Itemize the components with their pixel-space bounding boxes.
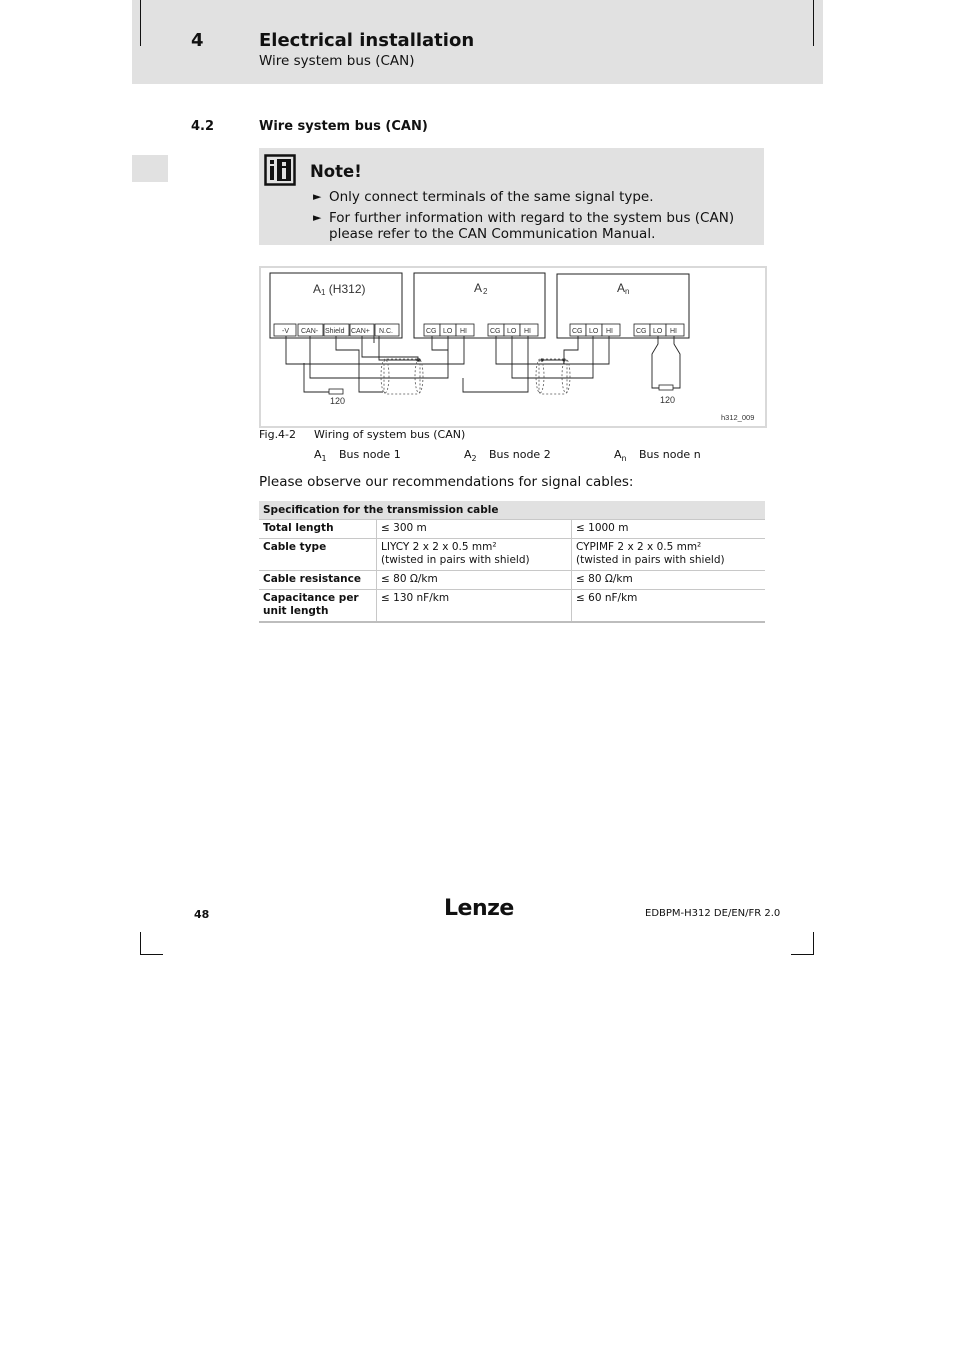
lenze-logo: Lenze	[444, 896, 514, 921]
legend-symbol: $A_n$	[614, 448, 627, 464]
terminal-label: CAN+	[351, 328, 370, 335]
legend-text: Bus node n	[639, 448, 701, 461]
terminal-label: CG	[426, 328, 437, 335]
figure-caption: Wiring of system bus (CAN)	[314, 428, 466, 441]
table-header: Specification for the transmission cable	[259, 501, 765, 520]
table-header-row	[259, 501, 765, 520]
info-icon	[264, 154, 296, 186]
table-row	[259, 520, 765, 539]
terminal-label: Shield	[325, 328, 345, 335]
terminating-resistor	[329, 389, 343, 394]
terminal-label: -V	[282, 328, 289, 335]
chapter-number: 4	[191, 30, 204, 51]
legend-symbol: $A_1$	[314, 448, 327, 464]
bus-wiring	[286, 336, 680, 394]
chapter-subtitle: Wire system bus (CAN)	[259, 53, 415, 69]
crop-mark	[140, 0, 141, 46]
header-band	[132, 0, 823, 84]
terminal-label: CG	[490, 328, 501, 335]
page-number: 48	[194, 908, 210, 921]
cell-line: CYPIMF 2 x 2 x 0.5 mm²	[576, 541, 702, 553]
table-cell: ≤ 80 Ω/km	[572, 571, 766, 590]
spec-table	[259, 501, 765, 623]
resistor-label: 120	[330, 396, 346, 406]
terminal-label: LO	[443, 328, 453, 335]
node-2-label: A2	[474, 281, 488, 296]
table-row	[259, 590, 765, 623]
note-item-text: Only connect terminals of the same signal type.	[329, 189, 654, 205]
terminal-label: HI	[460, 328, 467, 335]
terminal-label: CAN-	[301, 328, 319, 335]
table-row	[259, 571, 765, 590]
document-code: EDBPM-H312 DE/EN/FR 2.0	[645, 908, 781, 919]
node-n-terminal-strip-b	[634, 324, 684, 336]
resistor-label: 120	[660, 395, 676, 405]
node-n-label: An	[617, 281, 630, 296]
table-cell: ≤ 60 nF/km	[572, 590, 766, 623]
legend-symbol: $A_2$	[464, 448, 477, 464]
table-cell: ≤ 300 m	[377, 520, 572, 539]
node-2-terminal-strip-a	[424, 324, 474, 336]
terminating-resistor	[659, 385, 673, 390]
node-n-terminal-strip-a	[570, 324, 620, 336]
row-label: Total length	[259, 520, 377, 539]
can-wiring-diagram	[259, 266, 767, 428]
cell-line: LIYCY 2 x 2 x 0.5 mm²	[381, 541, 497, 553]
table-cell: ≤ 80 Ω/km	[377, 571, 572, 590]
crop-mark	[813, 0, 814, 46]
row-label: Capacitance per unit length	[259, 590, 377, 623]
crop-mark	[140, 954, 163, 955]
terminal-label: N.C.	[379, 328, 393, 335]
table-cell: ≤ 130 nF/km	[377, 590, 572, 623]
section-number: 4.2	[191, 119, 215, 134]
node-1-terminal-strip	[274, 324, 399, 336]
cell-line: (twisted in pairs with shield)	[576, 554, 725, 566]
terminal-label: LO	[653, 328, 663, 335]
bullet-arrow-icon: ►	[313, 190, 322, 203]
row-label: Cable resistance	[259, 571, 377, 590]
terminal-label: HI	[524, 328, 531, 335]
chapter-side-tab	[132, 155, 168, 182]
legend-text: Bus node 2	[489, 448, 551, 461]
table-cell	[572, 539, 766, 571]
image-code: h312_009	[721, 413, 755, 422]
terminal-label: CG	[636, 328, 647, 335]
table-row	[259, 539, 765, 571]
chapter-title: Electrical installation	[259, 30, 475, 51]
node-2-terminal-strip-b	[488, 324, 538, 336]
legend-text: Bus node 1	[339, 448, 401, 461]
node-1-label: A1 (H312)	[313, 282, 366, 297]
terminal-label: LO	[589, 328, 599, 335]
crop-mark	[140, 932, 141, 954]
section-title: Wire system bus (CAN)	[259, 119, 428, 134]
terminal-label: LO	[507, 328, 517, 335]
crop-mark	[791, 954, 814, 955]
table-cell	[377, 539, 572, 571]
crop-mark	[813, 932, 814, 954]
bullet-arrow-icon: ►	[313, 211, 322, 224]
terminal-label: HI	[670, 328, 677, 335]
body-paragraph: Please observe our recommendations for signal cables:	[259, 474, 634, 490]
figure-number: Fig.4-2	[259, 428, 297, 441]
cell-line: (twisted in pairs with shield)	[381, 554, 530, 566]
note-title: Note!	[310, 162, 362, 181]
note-item-text: For further information with regard to the system bus (CAN) please refer to the CAN Communication Manual.	[329, 210, 735, 242]
terminal-label: CG	[572, 328, 583, 335]
table-cell: ≤ 1000 m	[572, 520, 766, 539]
row-label: Cable type	[259, 539, 377, 571]
terminal-label: HI	[606, 328, 613, 335]
